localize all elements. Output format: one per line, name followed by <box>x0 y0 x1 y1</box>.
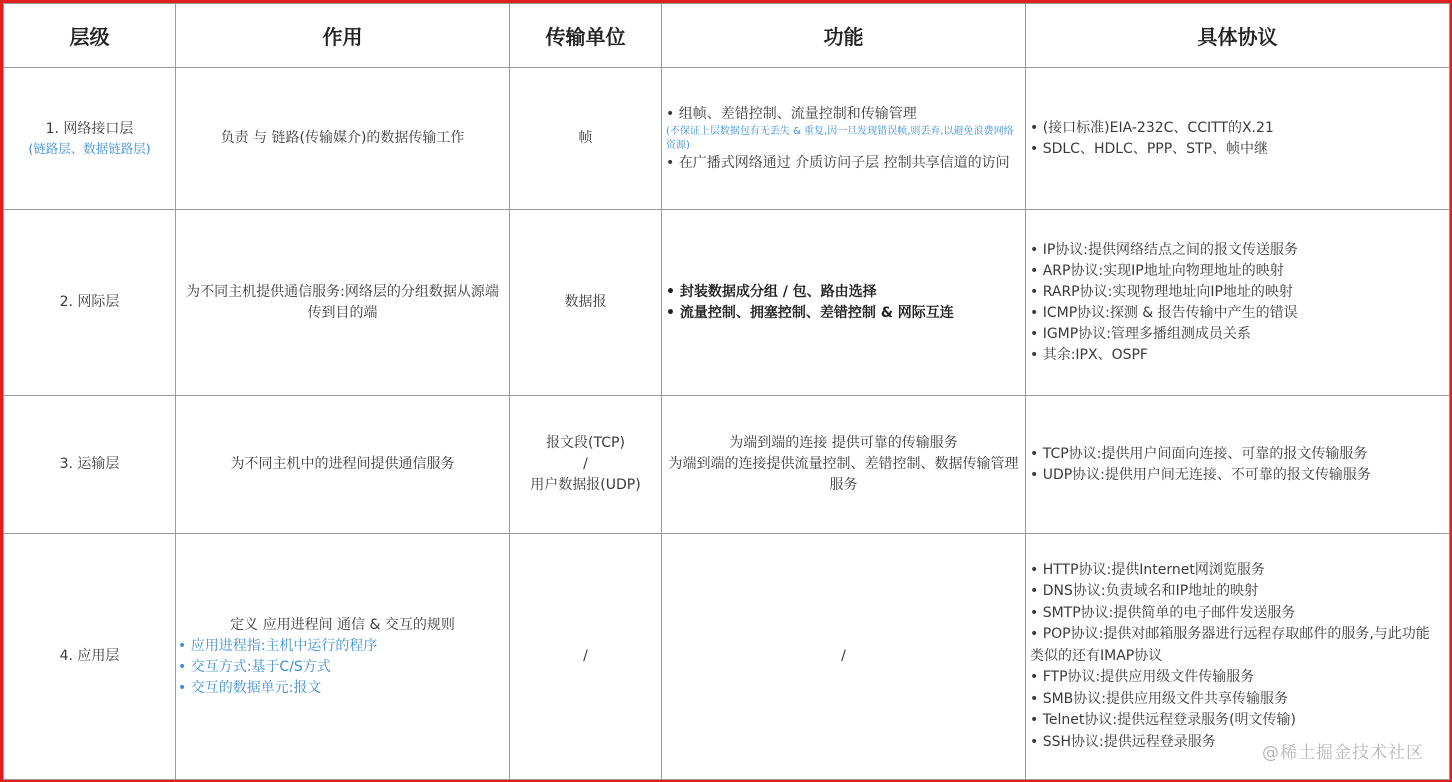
unit-cell: / <box>510 534 662 780</box>
protocol-item: • TCP协议:提供用户间面向连接、可靠的报文传输服务 <box>1030 445 1368 462</box>
table-row <box>4 396 1450 534</box>
protocol-item: • SDLC、HDLC、PPP、STP、帧中继 <box>1030 140 1269 157</box>
role-note: • 应用进程指:主机中运行的程序 <box>178 637 378 654</box>
function-item: • 流量控制、拥塞控制、差错控制 & 网际互连 <box>666 304 954 321</box>
layer-cell <box>4 396 176 534</box>
layer-cell <box>4 534 176 780</box>
protocol-item: • DNS协议:负责域名和IP地址的映射 <box>1030 583 1259 600</box>
function-item: • 组帧、差错控制、流量控制和传输管理 <box>666 105 917 122</box>
function-item: 为端到端的连接 提供可靠的传输服务 <box>729 435 958 451</box>
unit-line: / <box>583 456 588 472</box>
protocol-item: • Telnet协议:提供远程登录服务(明文传输) <box>1030 712 1296 729</box>
layer-cell <box>4 210 176 396</box>
unit-cell: 数据报 <box>510 210 662 396</box>
unit-cell: 帧 <box>510 68 662 210</box>
layer-name: 2. 网际层 <box>59 294 120 310</box>
unit-line: 报文段(TCP) <box>546 435 625 451</box>
protocol-item: • SMTP协议:提供简单的电子邮件发送服务 <box>1030 604 1296 621</box>
protocol-item: • ARP协议:实现IP地址向物理地址的映射 <box>1030 262 1284 279</box>
watermark: @稀土掘金技术社区 <box>1262 743 1424 763</box>
role-note: • 交互的数据单元:报文 <box>178 679 322 696</box>
protocols-cell <box>1026 68 1450 210</box>
role-cell: 为不同主机提供通信服务:网络层的分组数据从源端传到目的端 <box>176 210 510 396</box>
protocol-item: • FTP协议:提供应用级文件传输服务 <box>1030 669 1255 686</box>
protocol-item: • SSH协议:提供远程登录服务 <box>1030 733 1216 750</box>
protocol-item: • RARP协议:实现物理地址向IP地址的映射 <box>1030 283 1293 300</box>
table-row <box>4 534 1450 780</box>
protocol-item: • SMB协议:提供应用级文件共享传输服务 <box>1030 690 1288 707</box>
network-layers-table <box>3 3 1450 780</box>
function-cell <box>662 210 1026 396</box>
function-item: • 在广播式网络通过 介质访问子层 控制共享信道的访问 <box>666 154 1010 171</box>
header-role: 作用 <box>176 4 510 68</box>
layer-name: 3. 运输层 <box>59 456 120 472</box>
role-cell: 负责 与 链路(传输媒介)的数据传输工作 <box>176 68 510 210</box>
function-item: • 封装数据成分组 / 包、路由选择 <box>666 283 877 300</box>
header-unit: 传输单位 <box>510 4 662 68</box>
unit-cell <box>510 396 662 534</box>
protocol-item: • IP协议:提供网络结点之间的报文传送服务 <box>1030 241 1298 258</box>
role-cell: 为不同主机中的进程间提供通信服务 <box>176 396 510 534</box>
role-note: • 交互方式:基于C/S方式 <box>178 658 331 675</box>
header-row <box>4 4 1450 68</box>
table-row <box>4 210 1450 396</box>
protocol-item: • UDP协议:提供用户间无连接、不可靠的报文传输服务 <box>1030 466 1371 483</box>
protocols-cell <box>1026 396 1450 534</box>
function-note: (不保证上层数据包有无丢失 & 重复,因一旦发现错误帧,则丢弃,以避免浪费网络资源) <box>666 125 1014 151</box>
protocol-item: • HTTP协议:提供Internet网浏览服务 <box>1030 561 1265 578</box>
protocol-item: • 其余:IPX、OSPF <box>1030 346 1148 363</box>
function-cell: / <box>662 534 1026 780</box>
protocol-item: • ICMP协议:探测 & 报告传输中产生的错误 <box>1030 304 1298 321</box>
function-cell <box>662 68 1026 210</box>
layer-name: 4. 应用层 <box>59 648 120 664</box>
table-row <box>4 68 1450 210</box>
layer-subtitle: (链路层、数据链路层) <box>28 141 151 156</box>
layer-name: 1. 网络接口层 <box>45 121 134 137</box>
role-text: 定义 应用进程间 通信 & 交互的规则 <box>230 616 455 633</box>
protocols-cell <box>1026 210 1450 396</box>
header-protocols: 具体协议 <box>1026 4 1450 68</box>
unit-line: 用户数据报(UDP) <box>530 477 641 493</box>
function-cell <box>662 396 1026 534</box>
function-item: 为端到端的连接提供流量控制、差错控制、数据传输管理服务 <box>668 456 1019 493</box>
layer-cell <box>4 68 176 210</box>
header-function: 功能 <box>662 4 1026 68</box>
protocol-item: • IGMP协议:管理多播组测成员关系 <box>1030 325 1251 342</box>
header-layer: 层级 <box>4 4 176 68</box>
protocol-item: • (接口标准)EIA-232C、CCITT的X.21 <box>1030 119 1274 136</box>
protocol-item: • POP协议:提供对邮箱服务器进行远程存取邮件的服务,与此功能类似的还有IMAP协议 <box>1030 626 1430 664</box>
role-cell <box>176 534 510 780</box>
